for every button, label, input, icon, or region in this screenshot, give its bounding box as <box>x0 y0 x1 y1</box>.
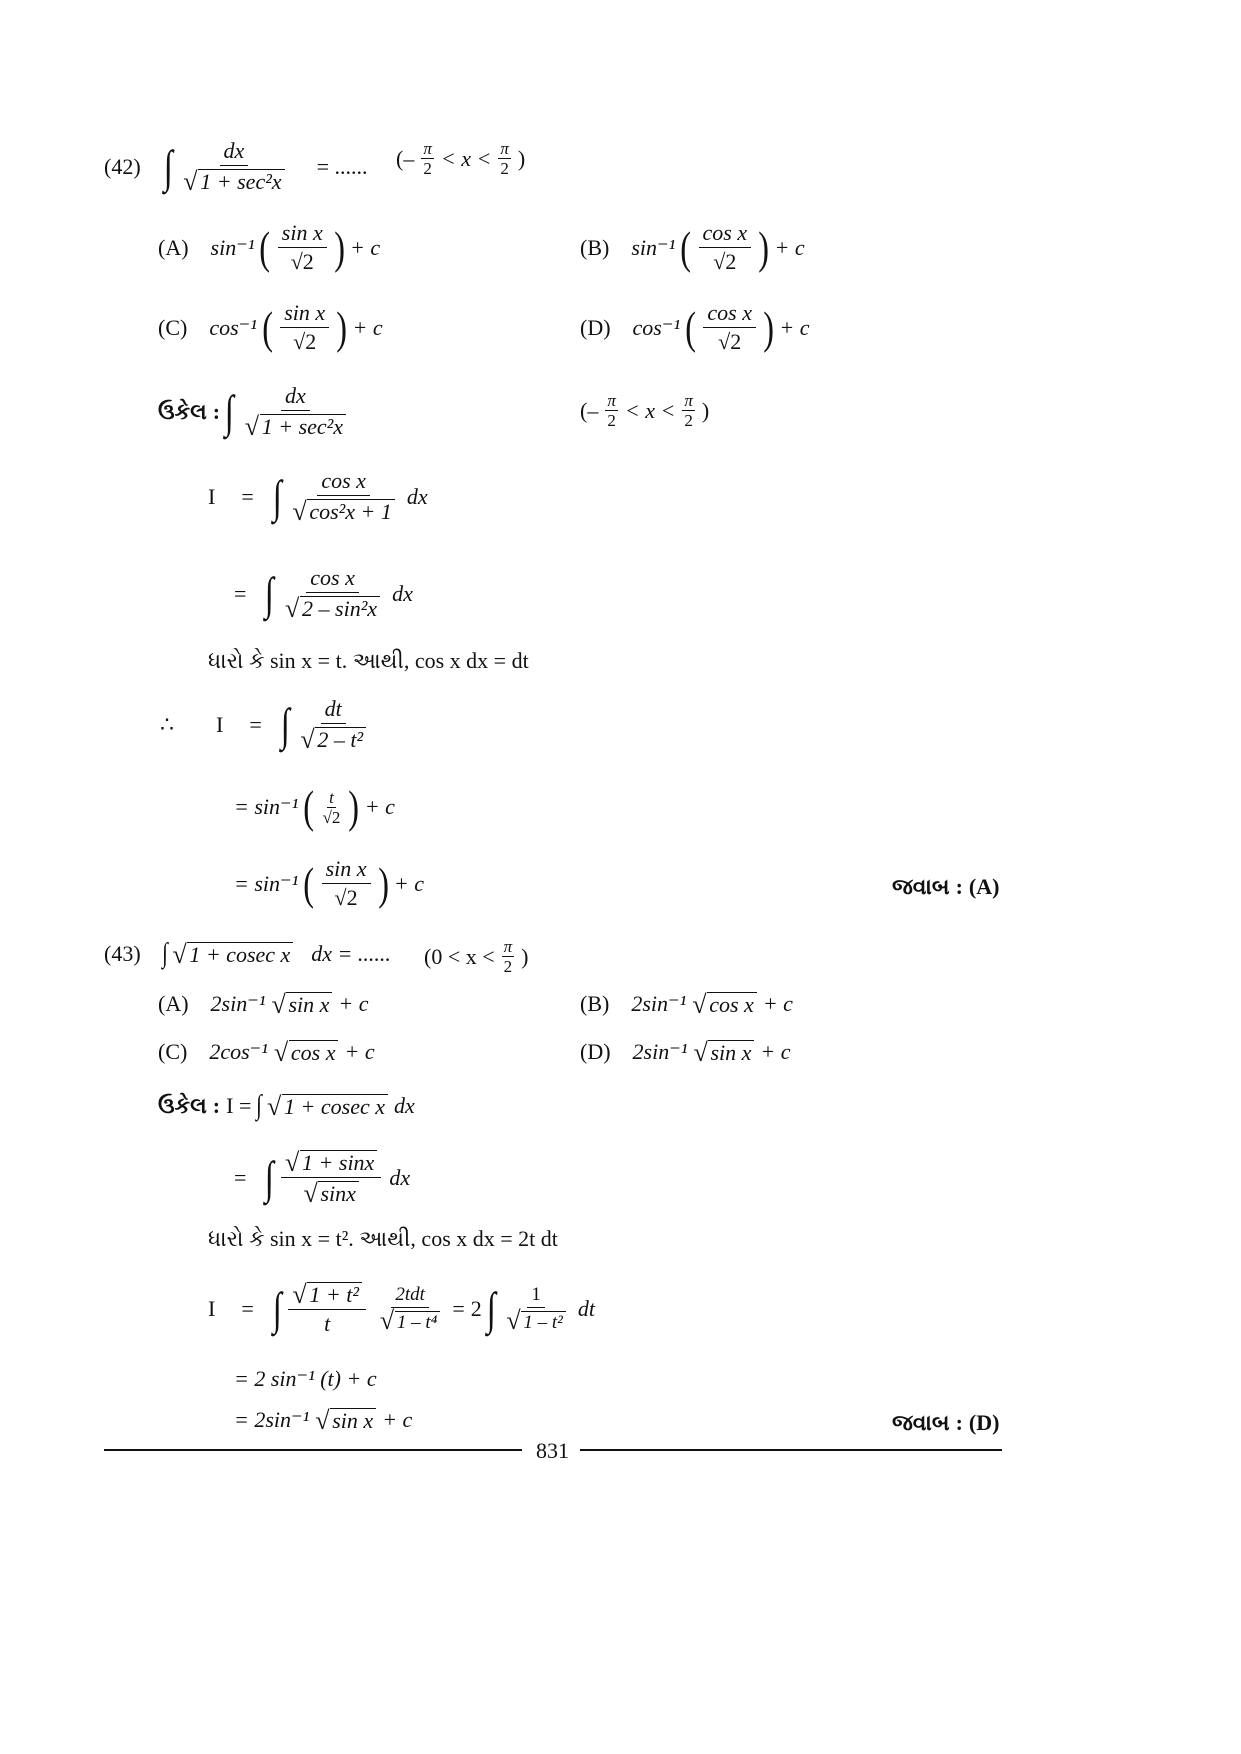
q43-option-a: (A) 2sin⁻¹ √ sin x + c <box>158 992 369 1016</box>
integral-sign-icon: ∫ <box>256 1090 263 1121</box>
sqrt-icon: √ 1 + sec²x <box>183 169 284 193</box>
sqrt-icon: √ cos x <box>692 992 757 1016</box>
q43-step-5: = 2sin⁻¹ √ sin x + c <box>234 1408 412 1432</box>
sqrt-icon: √ cos x <box>274 1040 339 1064</box>
footer-rule-left <box>104 1449 522 1451</box>
q42-step-4: = sin⁻¹ ( $\frac{t}{√2}$ ) + c <box>234 781 395 832</box>
integral-sign-icon: ∫ <box>272 1282 282 1334</box>
sqrt-icon: √ sin x <box>315 1408 376 1432</box>
q42-substitution: ધારો કે sin x = t. આથી, cos x dx = dt <box>208 648 529 673</box>
integral-sign-icon: ∫ <box>161 938 168 969</box>
sqrt-icon: √ 1 + cosec x <box>172 942 293 966</box>
sqrt-icon: √ 1 + cosec x <box>267 1094 388 1118</box>
q43-step-3: I = ∫ √ $\frac{\text{1 + t²}}{t}$ 2tdt √ 1 – t⁴ = 2 ∫ 1 √ 1 – t² dt <box>208 1282 595 1335</box>
q42-solution-range: (– $\frac{\pi}{2}$ < x < $\frac{\pi}{2}$ ) <box>580 391 710 430</box>
q42-step-1: I = ∫ cos x √ cos²x + 1 dx <box>208 470 428 523</box>
q43-stem: (43) ∫ √ 1 + cosec x dx = ...... <box>104 940 391 968</box>
footer-rule-right <box>580 1449 1002 1451</box>
q43-solution-start: ઉકેલ : I = ∫ √ 1 + cosec x dx <box>158 1092 415 1120</box>
q42-option-a: (A) sin⁻¹ ( $\frac{\text{sin x}}{√2}$ ) + c <box>158 220 381 274</box>
q42-answer: જવાબ : (A) <box>892 874 1000 899</box>
sqrt-icon: √ 1 + t² <box>292 1282 362 1306</box>
q43-step-4: = 2 sin⁻¹ (t) + c <box>234 1366 377 1391</box>
q42-range: (– $\frac{\pi}{2}$ < x < $\frac{\pi}{2}$ ) <box>396 139 526 178</box>
page-number: 831 <box>536 1438 569 1463</box>
q43-substitution: ધારો કે sin x = t². આથી, cos x dx = 2t dt <box>208 1226 558 1251</box>
integral-sign-icon: ∫ <box>163 140 173 192</box>
q42-number: (42) <box>104 153 141 179</box>
sqrt-icon: √ 1 – t⁴ <box>380 1311 440 1332</box>
sqrt-icon: √ 2 – t² <box>300 727 366 751</box>
q43-number: (43) <box>104 941 141 966</box>
sqrt-icon: √ 1 + sinx <box>285 1150 377 1174</box>
q43-step-2: = ∫ √ 1 + sinx √ sinx dx <box>234 1150 410 1205</box>
q42-option-b: (B) sin⁻¹ ( $\frac{\text{cos x}}{√2}$ ) + c <box>580 220 805 274</box>
integral-sign-icon: ∫ <box>265 1151 275 1203</box>
q42-solution-start: ઉકેલ : ∫ dx √ 1 + sec²x <box>158 385 352 438</box>
q42-stem: (42) ∫ dx √ 1 + sec²x = ...... <box>104 140 367 193</box>
sqrt-icon: √ 1 – t² <box>506 1311 565 1332</box>
q43-option-b: (B) 2sin⁻¹ √ cos x + c <box>580 992 793 1016</box>
sqrt-icon: √ sin x <box>271 992 332 1016</box>
q42-step-3: ∴ I = ∫ dt √ 2 – t² <box>160 698 372 751</box>
q43-answer: જવાબ : (D) <box>892 1410 1000 1435</box>
integral-sign-icon: ∫ <box>486 1282 496 1334</box>
q43-range: (0 < x < $\frac{\pi}{2}$ ) <box>424 937 529 976</box>
q42-step-2: = ∫ cos x √ 2 – sin²x dx <box>234 567 413 620</box>
sqrt-icon: √ sinx <box>303 1181 358 1205</box>
integral-sign-icon: ∫ <box>265 567 275 619</box>
q43-option-d: (D) 2sin⁻¹ √ sin x + c <box>580 1040 791 1064</box>
integral-sign-icon: ∫ <box>224 385 234 437</box>
q42-integrand: dx √ 1 + sec²x <box>179 140 288 193</box>
integral-sign-icon: ∫ <box>280 698 290 750</box>
q42-step-5: = sin⁻¹ ( $\frac{\text{sin x}}{√2}$ ) + c <box>234 856 424 910</box>
sqrt-icon: √ 2 – sin²x <box>285 596 380 620</box>
sqrt-icon: √ sin x <box>693 1040 754 1064</box>
integral-sign-icon: ∫ <box>272 470 282 522</box>
q42-option-c: (C) cos⁻¹ ( $\frac{\text{sin x}}{√2}$ ) + c <box>158 300 383 354</box>
sqrt-icon: √ cos²x + 1 <box>292 499 395 523</box>
sqrt-icon: √ 1 + sec²x <box>245 414 346 438</box>
q42-option-d: (D) cos⁻¹ ( $\frac{\text{cos x}}{√2}$ ) + c <box>580 300 810 354</box>
q43-option-c: (C) 2cos⁻¹ √ cos x + c <box>158 1040 375 1064</box>
